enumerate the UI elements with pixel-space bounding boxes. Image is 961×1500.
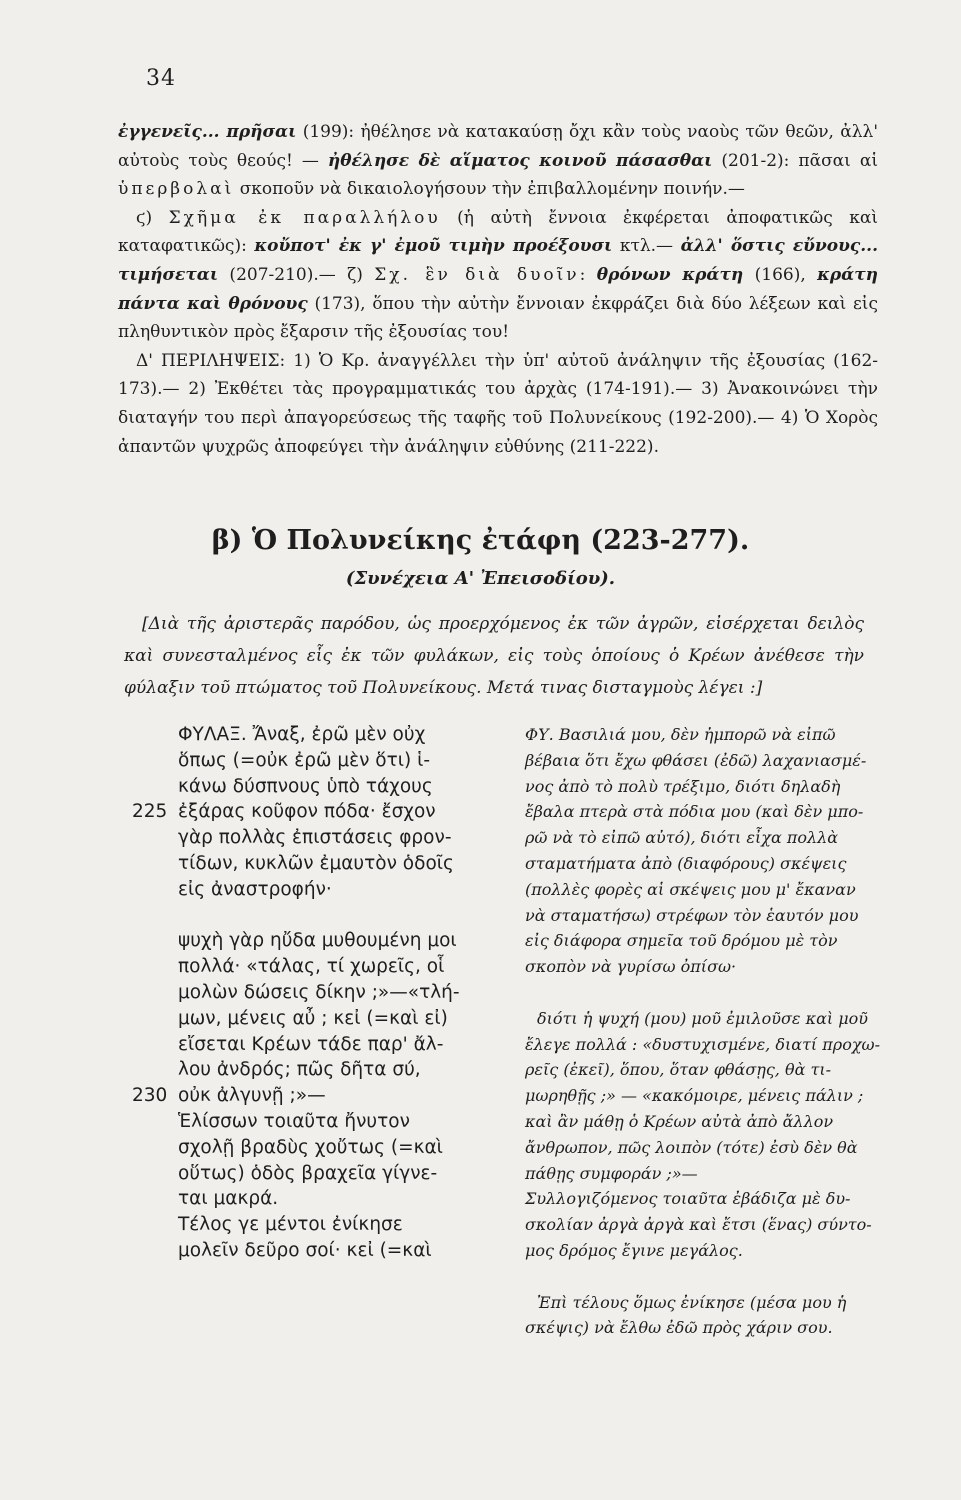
translation-line: ρῶ νὰ τὸ εἰπῶ αὐτό), διότι εἶχα πολλὰ	[525, 828, 839, 848]
commentary-run: (166),	[743, 264, 818, 285]
verse-text: μων, μένεις αὖ ; κεἰ (=καὶ εἰ)	[178, 1007, 448, 1029]
verse-line	[120, 722, 500, 748]
verse-text: Ἑλίσσων τοιαῦτα ἤνυτον	[178, 1110, 410, 1132]
verse-text: σχολῇ βραδὺς χοὔτως (=καὶ	[178, 1136, 443, 1158]
verse-line	[120, 748, 500, 774]
translation-line: Ἐπὶ τέλους ὅμως ἐνίκησε (μέσα μου ἡ	[537, 1292, 847, 1312]
verse-line	[120, 1238, 500, 1264]
translation-line: ρεῖς (ἐκεῖ), ὅπου, ὅταν φθάσῃς, θὰ τι-	[525, 1060, 832, 1080]
translation-block	[525, 722, 905, 980]
commentary-section	[118, 118, 878, 461]
verse-line	[120, 928, 500, 954]
verse-text: ΦΥΛΑΞ. Ἄναξ, ἐρῶ μὲν οὐχ	[178, 724, 426, 745]
commentary-run: (ἡ αὐτὴ ἔννοια ἐκφέρεται ἀποφατικῶς καὶ καταφατικῶς):	[118, 207, 878, 257]
commentary-run: κοὔποτ' ἐκ γ' ἐμοῦ τιμὴν προέξουσι	[254, 236, 613, 257]
commentary-run: ἀλλ' ὅστις εὔνους... τιμήσεται	[118, 236, 878, 285]
translation-line: ἔλεγε πολλά : «δυστυχισμένε, διατί προχω-	[525, 1034, 880, 1054]
verse-line	[120, 1109, 500, 1135]
verse-text: ὅπως (=οὐκ ἐρῶ μὲν ὅτι) ἱ-	[178, 749, 431, 771]
translation-line: μος δρόμος ἔγινε μεγάλος.	[525, 1240, 743, 1260]
verse-line	[120, 774, 500, 800]
verse-text: ται μακρά.	[178, 1188, 279, 1210]
translation-block	[525, 1290, 905, 1342]
translation-line: καὶ ἂν μάθῃ ὁ Κρέων αὐτὰ ἀπὸ ἄλλον	[525, 1111, 834, 1131]
commentary-run: Σχῆμα ἐκ παραλλήλου	[168, 207, 441, 228]
line-number: 225	[132, 801, 168, 823]
verse-text: εἰς ἀναστροφήν·	[178, 878, 332, 900]
line-number: 230	[132, 1085, 168, 1107]
translation-block	[525, 1006, 905, 1264]
translation-line: εἰς διάφορα σημεῖα τοῦ δρόμου μὲ τὸν	[525, 931, 838, 951]
greek-text-column	[120, 722, 500, 1264]
verse-line	[120, 1083, 500, 1109]
verse-line	[120, 1032, 500, 1058]
stage-direction: [Διὰ τῆς ἀριστερᾶς παρόδου, ὡς προερχόμενος ἐκ τῶν ἀγρῶν, εἰσέρχεται δειλὸς καὶ συνεσταλμένος εἷς ἐκ τῶν φυλάκων, εἰς τοὺς ὁποίους ὁ Κρέων ἀνέθεσε τὴν φύλαξιν τοῦ πτώματος τοῦ Πολυνείκους. Μετά τινας δισταγμοὺς λέγει :]	[124, 614, 864, 698]
commentary-run: κράτη πάντα καὶ θρόνους	[118, 264, 879, 314]
verse-text: οὕτως) ὁδὸς βραχεῖα γίγνε-	[178, 1162, 438, 1184]
verse-line	[120, 851, 500, 877]
verse-line	[120, 1057, 500, 1083]
translation-line: σταματήματα ἀπὸ (διαφόρους) σκέψεις	[525, 853, 847, 873]
verse-text: οὐκ ἀλγυνῇ ;»—	[178, 1085, 326, 1107]
verse-text: ψυχὴ γὰρ ηὔδα μυθουμένη μοι	[178, 930, 457, 952]
commentary-run: ὑπερβολαὶ	[118, 179, 235, 200]
translation-line: σκοπὸν νὰ γυρίσω ὀπίσω·	[525, 957, 737, 977]
verse-text: κάνω δύσπνους ὑπὸ τάχους	[178, 775, 433, 797]
commentary-run: (199): ἠθέλησε νὰ κατακαύσῃ ὄχι κἂν τοὺς ναοὺς τῶν θεῶν, ἀλλ' αὐτοὺς τοὺς θεούς! —	[118, 122, 878, 171]
greek-text-block	[120, 722, 500, 903]
verse-line	[120, 954, 500, 980]
commentary-run: ϛ)	[136, 207, 169, 228]
commentary-run: Σχ. ἓν διὰ δυοῖν	[374, 264, 580, 285]
verse-text: γὰρ πολλὰς ἐπιστάσεις φρον-	[178, 827, 452, 849]
translation-line: νὰ σταματήσω) στρέφων τὸν ἑαυτόν μου	[525, 905, 859, 925]
commentary-run: ἐγγενεῖς... πρῆσαι	[118, 122, 297, 142]
translation-line: ΦΥ. Βασιλιά μου, δὲν ἠμπορῶ νὰ εἰπῶ	[525, 725, 836, 744]
commentary-run: ἠθέλησε δὲ αἵματος κοινοῦ πάσασθαι	[327, 150, 713, 171]
translation-line: (πολλὲς φορὲς αἱ σκέψεις μου μ' ἔκαναν	[525, 879, 856, 899]
verse-text: μολὼν δώσεις δίκην ;»—«τλή-	[178, 981, 460, 1003]
commentary-paragraph-figures	[118, 204, 878, 347]
section-title: β) Ὁ Πολυνείκης ἐτάφη (223-277).	[211, 525, 750, 556]
verse-line	[120, 799, 500, 825]
verse-text: ἐξάρας κοῦφον πόδα· ἔσχον	[178, 801, 436, 823]
translation-line: βέβαια ὅτι ἔχω φθάσει (ἐδῶ) λαχανιασμέ-	[525, 750, 867, 770]
greek-text-block	[120, 928, 500, 1263]
translation-column	[525, 722, 905, 1341]
commentary-run: (201-2): πᾶσαι αἱ	[712, 150, 878, 171]
verse-text: πολλά· «τάλας, τί χωρεῖς, οἷ	[178, 956, 445, 978]
commentary-paragraph-rhetoric	[118, 118, 878, 204]
translation-line: ἔβαλα πτερὰ στὰ πόδια μου (καὶ δὲν μπο-	[525, 802, 864, 822]
commentary-run: κτλ.—	[612, 236, 681, 257]
translation-line: σκέψις) νὰ ἔλθω ἐδῶ πρὸς χάριν σου.	[525, 1318, 833, 1338]
commentary-run: (207-210).— ζ)	[218, 264, 375, 285]
verse-text: Τέλος γε μέντοι ἐνίκησε	[178, 1214, 403, 1236]
translation-line: Συλλογιζόμενος τοιαῦτα ἐβάδιζα μὲ δυ-	[525, 1189, 851, 1209]
verse-line	[120, 825, 500, 851]
verse-line	[120, 1186, 500, 1212]
verse-line	[120, 1135, 500, 1161]
commentary-run: :	[579, 264, 597, 285]
verse-text: τίδων, κυκλῶν ἐμαυτὸν ὁδοῖς	[178, 852, 454, 874]
verse-line	[120, 980, 500, 1006]
commentary-run: σκοποῦν νὰ δικαιολογήσουν τὴν ἐπιβαλλομένην ποινήν.—	[234, 179, 745, 200]
translation-line: ἄνθρωπον, πῶς λοιπὸν (τότε) ἐσὺ δὲν θὰ	[525, 1137, 858, 1157]
section-subtitle: (Συνέχεια Α' Ἐπεισοδίου).	[345, 568, 616, 589]
translation-line: νος ἀπὸ τὸ πολὺ τρέξιμο, διότι δηλαδὴ	[525, 776, 841, 796]
verse-line	[120, 1212, 500, 1238]
verse-text: εἴσεται Κρέων τάδε παρ' ἄλ-	[178, 1033, 444, 1055]
translation-line: διότι ἡ ψυχή (μου) μοῦ ἐμιλοῦσε καὶ μοῦ	[537, 1008, 868, 1028]
commentary-run: θρόνων κράτη	[596, 264, 744, 285]
verse-text: λου ἀνδρός; πῶς δῆτα σύ,	[178, 1059, 421, 1081]
commentary-run: (173), ὅπου τὴν αὐτὴν ἔννοιαν ἐκφράζει διὰ δύο λέξεων καὶ εἰς πληθυντικὸν πρὸς ἔξαρσιν τῆς ἐξουσίας του!	[118, 293, 878, 343]
commentary-paragraph-summaries	[118, 347, 878, 461]
verse-line	[120, 877, 500, 903]
verse-line	[120, 1006, 500, 1032]
verse-text: μολεῖν δεῦρο σοί· κεἰ (=καὶ	[178, 1239, 432, 1261]
translation-line: σκολίαν ἀργὰ ἀργὰ καὶ ἔτσι (ἕνας) σύντο-	[525, 1215, 872, 1235]
commentary-run: Δ' ΠΕΡΙΛΗΨΕΙΣ: 1) Ὁ Κρ. ἀναγγέλλει τὴν ὑπ' αὐτοῦ ἀνάληψιν τῆς ἐξουσίας (162-173).— 2) Ἐκθέτει τὰς προγραμματικάς του ἀρχὰς (174-191).— 3) Ἀνακοινώνει τὴν διαταγήν του περὶ ἀπαγορεύσεως τῆς ταφῆς τοῦ Πολυνείκους (192-200).— 4) Ὁ Χορὸς ἀπαντῶν ψυχρῶς ἀποφεύγει τὴν ἀνάληψιν εὐθύνης (211-222).	[118, 350, 878, 457]
verse-line	[120, 1161, 500, 1187]
page-number: 34	[146, 66, 176, 91]
translation-line: πάθῃς συμφοράν ;»—	[525, 1163, 698, 1183]
translation-line: μωρηθῇς ;» — «κακόμοιρε, μένεις πάλιν ;	[525, 1086, 864, 1106]
